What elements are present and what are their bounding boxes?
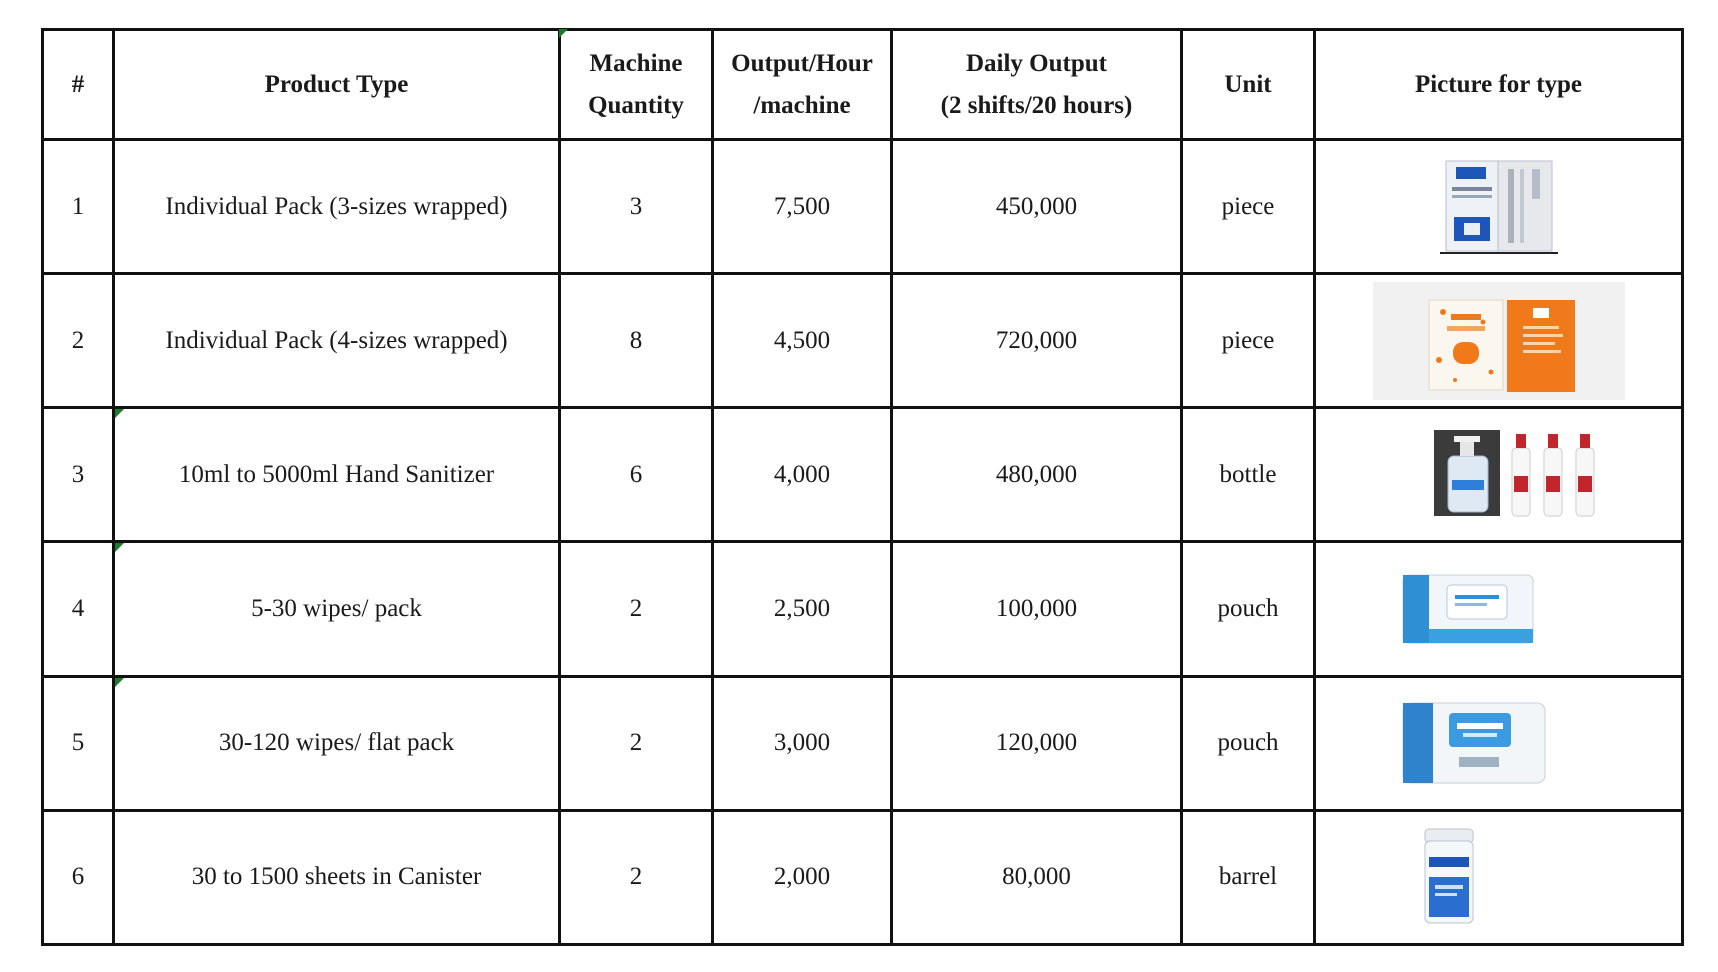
header-row [43,30,1683,140]
cell-product-type [114,676,560,810]
cell-machine-quantity: 2 [560,810,713,944]
cell-product-type [114,408,560,542]
cell-picture [1315,408,1683,542]
header-unit: Unit [1182,30,1315,140]
table-row [43,408,1683,542]
production-table [41,28,1684,946]
cell-unit: bottle [1182,408,1315,542]
comment-marker [115,409,124,418]
cell-picture [1315,140,1683,274]
cell-machine-quantity: 2 [560,676,713,810]
header-daily-output [892,30,1182,140]
wet-wipes-flat-pack-image [1399,699,1549,787]
table-row [43,676,1683,810]
table-row [43,542,1683,676]
cell-num: 1 [43,140,114,274]
cell-daily-output: 720,000 [892,274,1182,408]
header-daily-output-line2: (2 shifts/20 hours) [940,91,1133,119]
table-row [43,140,1683,274]
cell-daily-output: 450,000 [892,140,1182,274]
cell-product-type [114,542,560,676]
header-machine-quantity [560,30,713,140]
cell-machine-quantity: 6 [560,408,713,542]
cell-unit: piece [1182,140,1315,274]
cell-output-hour: 4,500 [713,274,892,408]
cell-daily-output: 100,000 [892,542,1182,676]
cell-output-hour: 4,000 [713,408,892,542]
cell-num: 2 [43,274,114,408]
header-num: # [43,30,114,140]
cell-daily-output: 480,000 [892,408,1182,542]
comment-marker [115,678,124,687]
header-output-hour-line2: /machine [753,91,851,119]
header-output-hour-line1: Output/Hour [731,49,873,77]
header-product-type: Product Type [114,30,560,140]
cell-product-type-text: 10ml to 5000ml Hand Sanitizer [178,460,495,488]
cell-num: 5 [43,676,114,810]
cell-unit: pouch [1182,542,1315,676]
cell-machine-quantity: 2 [560,542,713,676]
header-machine-quantity-line2: Quantity [588,91,684,119]
wet-wipes-pouch-image [1399,569,1539,649]
table-row [43,274,1683,408]
cell-product-type: Individual Pack (4-sizes wrapped) [114,274,560,408]
cell-num: 6 [43,810,114,944]
header-machine-quantity-line1: Machine [589,49,683,77]
cell-output-hour: 2,000 [713,810,892,944]
cell-picture [1315,676,1683,810]
header-picture: Picture for type [1315,30,1683,140]
cell-picture [1315,274,1683,408]
table-row [43,810,1683,944]
comment-marker [559,29,568,38]
cell-num: 3 [43,408,114,542]
cell-output-hour: 3,000 [713,676,892,810]
header-daily-output-line1: Daily Output [965,49,1107,77]
cell-daily-output: 120,000 [892,676,1182,810]
cell-daily-output: 80,000 [892,810,1182,944]
cell-unit: piece [1182,274,1315,408]
wipes-canister-image [1419,827,1479,927]
comment-marker [115,543,124,552]
header-output-hour [713,30,892,140]
cell-output-hour: 2,500 [713,542,892,676]
cell-unit: barrel [1182,810,1315,944]
cell-num: 4 [43,542,114,676]
cell-unit: pouch [1182,676,1315,810]
cell-machine-quantity: 3 [560,140,713,274]
cell-product-type-text: 30-120 wipes/ flat pack [218,729,455,757]
sanitizer-bottles-image [1434,430,1624,520]
cell-product-type: Individual Pack (3-sizes wrapped) [114,140,560,274]
wrapped-wipes-packs-image [1434,157,1564,257]
orange-wipes-packs-image [1373,282,1625,400]
cell-picture [1315,542,1683,676]
cell-product-type-text: 5-30 wipes/ pack [251,595,422,623]
cell-output-hour: 7,500 [713,140,892,274]
cell-machine-quantity: 8 [560,274,713,408]
cell-product-type: 30 to 1500 sheets in Canister [114,810,560,944]
cell-picture [1315,810,1683,944]
